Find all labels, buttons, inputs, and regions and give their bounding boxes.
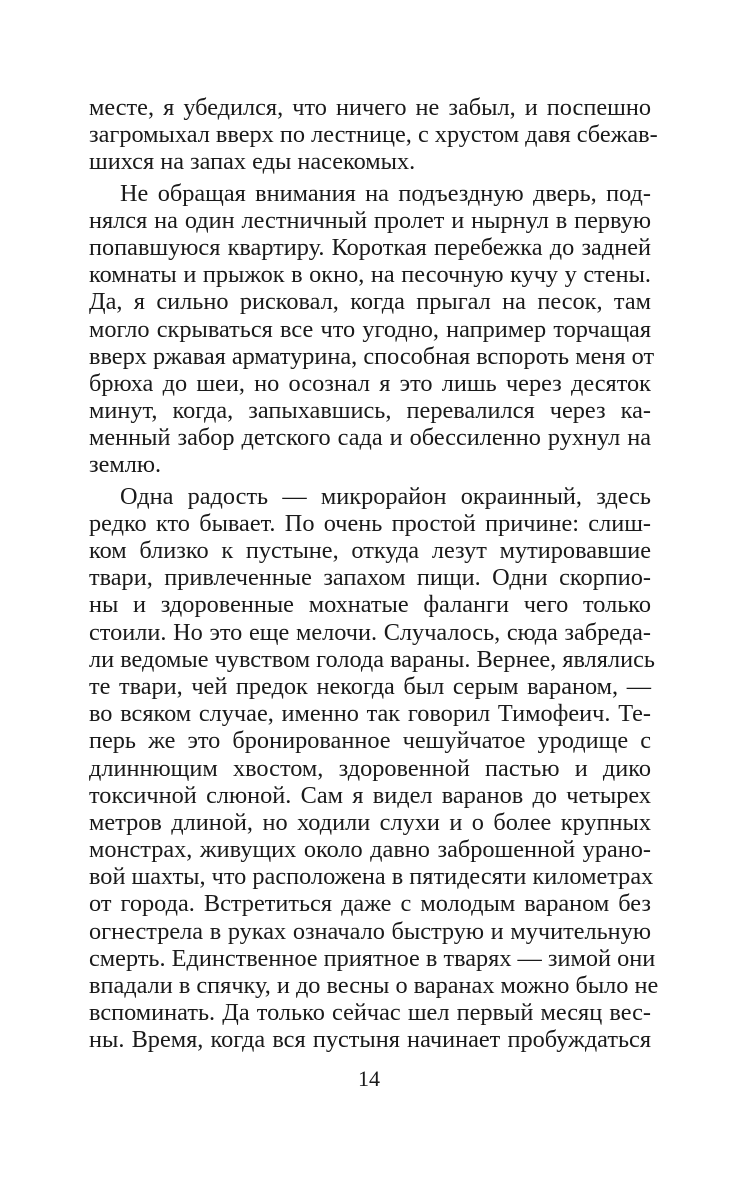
text-line: редко кто бывает. По очень простой причине: слиш- [89,509,651,537]
text-line: от города. Встретиться даже с молодым вараном без [89,890,651,918]
text-line: перь же это бронированное чешуйчатое уродище с [89,727,651,755]
page-body [89,94,659,1054]
text-line: ли ведомые чувством голода вараны. Вернее, являлись [89,645,655,673]
text-line: монстрах, живущих около давно заброшенной урано- [89,836,651,864]
text-line: месте, я убедился, что ничего не забыл, и поспешно [89,94,651,121]
text-line: токсичной слюной. Сам я видел варанов до четырех [89,781,651,809]
text-line: вверх ржавая арматурина, способная вспороть меня от [89,342,655,370]
text-line: ны. Время, когда вся пустыня начинает пробуждаться [89,1026,651,1054]
text-line: загромыхал вверх по лестнице, с хрустом давя сбежав- [89,121,658,149]
text-line: минут, когда, запыхавшись, перевалился через ка- [89,397,651,425]
text-line: попавшуюся квартиру. Короткая перебежка до задней [89,233,651,261]
text-line: вспоминать. Да только сейчас шел первый месяц вес- [89,999,651,1027]
text-line: Да, я сильно рисковал, когда прыгал на песок, там [89,288,651,316]
text-line: менный забор детского сада и обессиленно рухнул на [89,424,651,452]
paragraph [89,482,659,1054]
page-number: 14 [358,1066,380,1091]
text-line: стоили. Но это еще мелочи. Случалось, сюда забреда- [89,618,651,646]
text-line: огнестрела в руках означало быструю и мучительную [89,917,651,945]
text-line: длиннющим хвостом, здоровенной пастью и дико [89,754,651,782]
text-line: комнаты и прыжок в окно, на песочную кучу у стены. [89,261,651,289]
text-line: нялся на один лестничный пролет и нырнул в первую [89,206,651,234]
paragraph [89,179,655,479]
text-line: землю. [89,451,162,479]
paragraph [89,94,658,176]
text-line: впадали в спячку, и до весны о варанах можно было не [89,972,659,999]
text-line: Не обращая внимания на подъездную дверь, под- [120,179,651,207]
text-line: шихся на запах еды насекомых. [89,148,416,176]
text-line: те твари, чей предок некогда был серым вараном, — [89,672,651,700]
text-line: вой шахты, что расположена в пятидесяти километрах [89,863,654,891]
text-line: ком близко к пустыне, откуда лезут мутировавшие [89,537,651,564]
text-line: твари, привлеченные запахом пищи. Одни скорпио- [89,564,651,592]
text-line: ны и здоровенные мохнатые фаланги чего только [89,591,651,619]
text-line: во всяком случае, именно так говорил Тимофеич. Те- [89,700,651,728]
text-line: брюха до шеи, но осознал я это лишь через десяток [89,369,651,397]
text-line: могло скрываться все что угодно, например торчащая [89,315,651,343]
text-line: смерть. Единственное приятное в тварях — зимой они [89,944,656,972]
text-line: Одна радость — микрорайон окраинный, здесь [120,482,651,510]
text-line: метров длиной, но ходили слухи и о более крупных [89,808,651,836]
